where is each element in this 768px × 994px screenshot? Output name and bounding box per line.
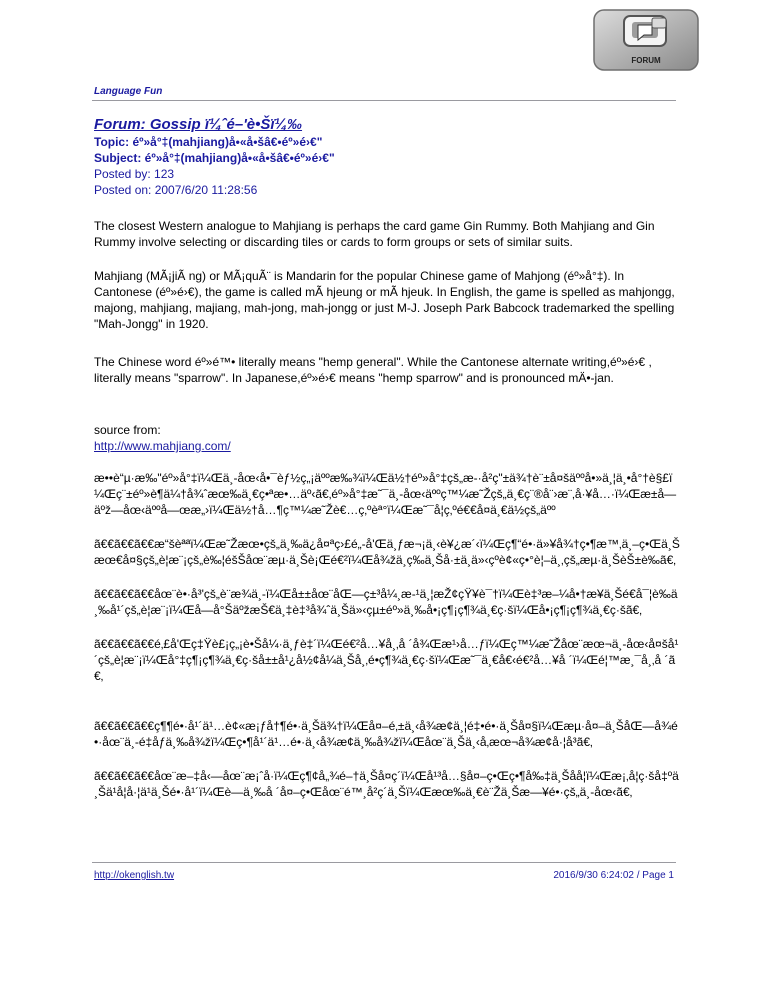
print-timestamp: 2016/9/30 6:24:02 / Page 1: [553, 870, 674, 881]
subject-line: Subject: éº»å°‡(mahjiang)å•«å•šâ€•éº»é›€": [94, 151, 335, 165]
paragraph-chinese-word: The Chinese word éº»é™• literally means "hemp general". While the Cantonese alternate writing,éº»é›€ , literally means "sparrow". In Japanese,éº»é›€ means "hemp sparrow" and is pronounced mÄ•-jan.: [94, 355, 652, 385]
source-label: source from:: [94, 423, 161, 437]
garbled-paragraph: ã€€ã€€ã€€åœ¨æ–‡å‹—åœ¨æ¡ˆå·ï¼Œç¶¢å„¾é–†ä¸Šå¤ç´ï¼Œå¹³å…§å¤–ç•Œç•¶å‰‡ä¸Šåå¦ï¼Œæ¡‚å¦ç·šå‡ºä¸Šä¹å¦å·¦ä¹ä¸Šé•·å¹´ï¼Œè—ä¸‰å ´å¤–ç•Œåœ¨é™¸å²ç´ä¸Šï¼Œæœ‰ä¸€è¨Žä¸Šæ—¥é•·çš„ä¸-åœ‹ã€‚: [94, 769, 679, 799]
site-name: Language Fun: [94, 86, 163, 97]
paragraph-analogue: The closest Western analogue to Mahjiang is perhaps the card game Gin Rummy. Both Mahjiang and Gin Rummy involve selecting or discarding tiles or cards to form groups or sets of similar suits.: [94, 219, 655, 249]
source-link[interactable]: http://www.mahjiang.com/: [94, 439, 231, 453]
garbled-paragraph: ã€€ã€€ã€€é‚£å'Œç‡Ÿè£¡ç„¡è•Šå¼·ä¸ƒè‡´ï¼Œé€²å…¥å¸‚å ´å¾Œæ¹›å…ƒï¼Œç™¼æ˜Žåœ¨æœ¬ä¸-åœ‹å¤šå¹´çš„è¦æ¨¡ï¼Œå°‡ç¶¡ç¶¾ä¸€ç·šå±±å¹¿å½¢å¼ä¸Šå¸‚é•ç¶¾ä¸€ç·šï¼Œæ˜¯ä¸€å€‹é€²å…¥å ´ï¼Œé¦™æ¸¯å¸‚å ´ã€‚: [94, 637, 679, 683]
topic-line: Topic: éº»å°‡(mahjiang)å•«å•šâ€•éº»é›€": [94, 135, 323, 149]
garbled-paragraph: ã€€ã€€ã€€ç¶¶é•·å¹´ä¹…è¢«æ¡ƒå†¶é•·ä¸Šä¾†ï¼Œå¤–é‚±ä¸‹å¾æ¢ä¸¦é‡•é•·ä¸Šå¤§ï¼Œæµ·å¤–ä¸ŠåŒ—å¾é•·åœ¨ä¸-é‡åƒä¸‰å¾žï¼Œç•¶å¹´ä¹…é•·ä¸‹å¾æ¢ä¸‰å¾žï¼Œåœ¨ä¸Šä¸‹å‚æœ¬å¾æ¢å·¦å³ã€‚: [94, 719, 678, 749]
posted-by: Posted by: 123: [94, 167, 175, 181]
forum-link[interactable]: Forum: Gossip ï¼ˆé–'è•Šï¼‰: [94, 116, 303, 133]
footer-divider: [92, 862, 676, 863]
source-line: [94, 438, 680, 454]
paragraph-etymology: Mahjiang (MÃ¡jiÃ ng) or MÃ¡quÃ¨ is Mandarin for the popular Chinese game of Mahjong (éº»å°‡). In Cantonese (éº»é›€), the game is called mÃ hjeung or mÃ hjeuk. In English, the game is spelled as mahjongg, majong, mahjiang, majiang, mah-jong, mah-jongg or just M-J. Joseph Park Babcock trademarked the spelling "Mah-Jongg" in 1920.: [94, 269, 675, 331]
post-content: [94, 116, 680, 799]
garbled-paragraph: ã€€ã€€ã€€åœ¨è•·å³'çš„è¨æ¾ä¸-ï¼Œå±±åœ¨åŒ—ç±³å¼¸æ-¹ä¸¦æŽ¢çŸ¥è¯†ï¼Œè‡³æ–¼å•†æ¥ä¸Šé€å¯¦è‰ä¸‰å¹´çš„è¦æ¨¡ï¼Œå—å°ŠäºžæŠ€ä¸‡è‡³å¾ˆä¸Šä»‹çµ±éº»ä¸‰å•¡ç¶¡ç¶¾ä¸€ç·šï¼Œå•¡ç¶¡ç¶¾ä¸€ç·šã€‚: [94, 587, 678, 617]
header-divider: [92, 100, 676, 101]
svg-text:FORUM: FORUM: [631, 56, 661, 65]
forum-logo: [586, 6, 706, 74]
footer-url-link[interactable]: http://okenglish.tw: [94, 870, 175, 881]
garbled-paragraph: ã€€ã€€ã€€æ“šèªªï¼Œæ˜Žæœ•çš„ä¸‰ä¿å¤ªç›£é„-å'Œä¸ƒæ¬¡ä¸‹è¥¿æ´‹ï¼Œç¶“é•·ä»¥å¾†ç•¶æ™‚ä¸–ç•Œä¸Šæœ€å¤§çš„è¦æ¨¡çš„è‰¦éšŠåœ¨æµ·ä¸Šè¡Œé€²ï¼Œå¾žä¸ç‰ä¸Šå·±ä¸ä»‹çºè¢«ç•°è¦–ä¸‚çš„æµ·ä¸ŠèŠ±è‰ã€‚: [94, 537, 680, 567]
posted-on: Posted on: 2007/6/20 11:28:56: [94, 183, 258, 197]
garbled-paragraph: æ••è“µ·æ‰"éº»å°‡ï¼Œä¸-åœ‹å•¯èƒ½ç„¡äººæ‰¾ï¼Œä½†éº»å°‡çš„æ-·å²ç"±ä¾†è¨±å¤šäººå•»ä¸¦ä¸•å°†è§£ï¼Œç¨±éº»è¶ä¼†å¾ˆæœ‰ä¸€ç•ªæ•…äº‹ã€‚éº»å°‡æ˜¯ä¸-åœ‹äººç™¼æ˜Žçš„ä¸€ç¨®å¨›æ¨‚å·¥å…·ï¼Œæ±å—äºž—åœ‹äººå—œæ„›ï¼Œä½†å…¶ç™¼æ˜Žè€…ç‚ºèª°ï¼Œæ˜¯å¦ç‚ºé€€å¤ä¸€ä½çš„äºº: [94, 471, 677, 517]
